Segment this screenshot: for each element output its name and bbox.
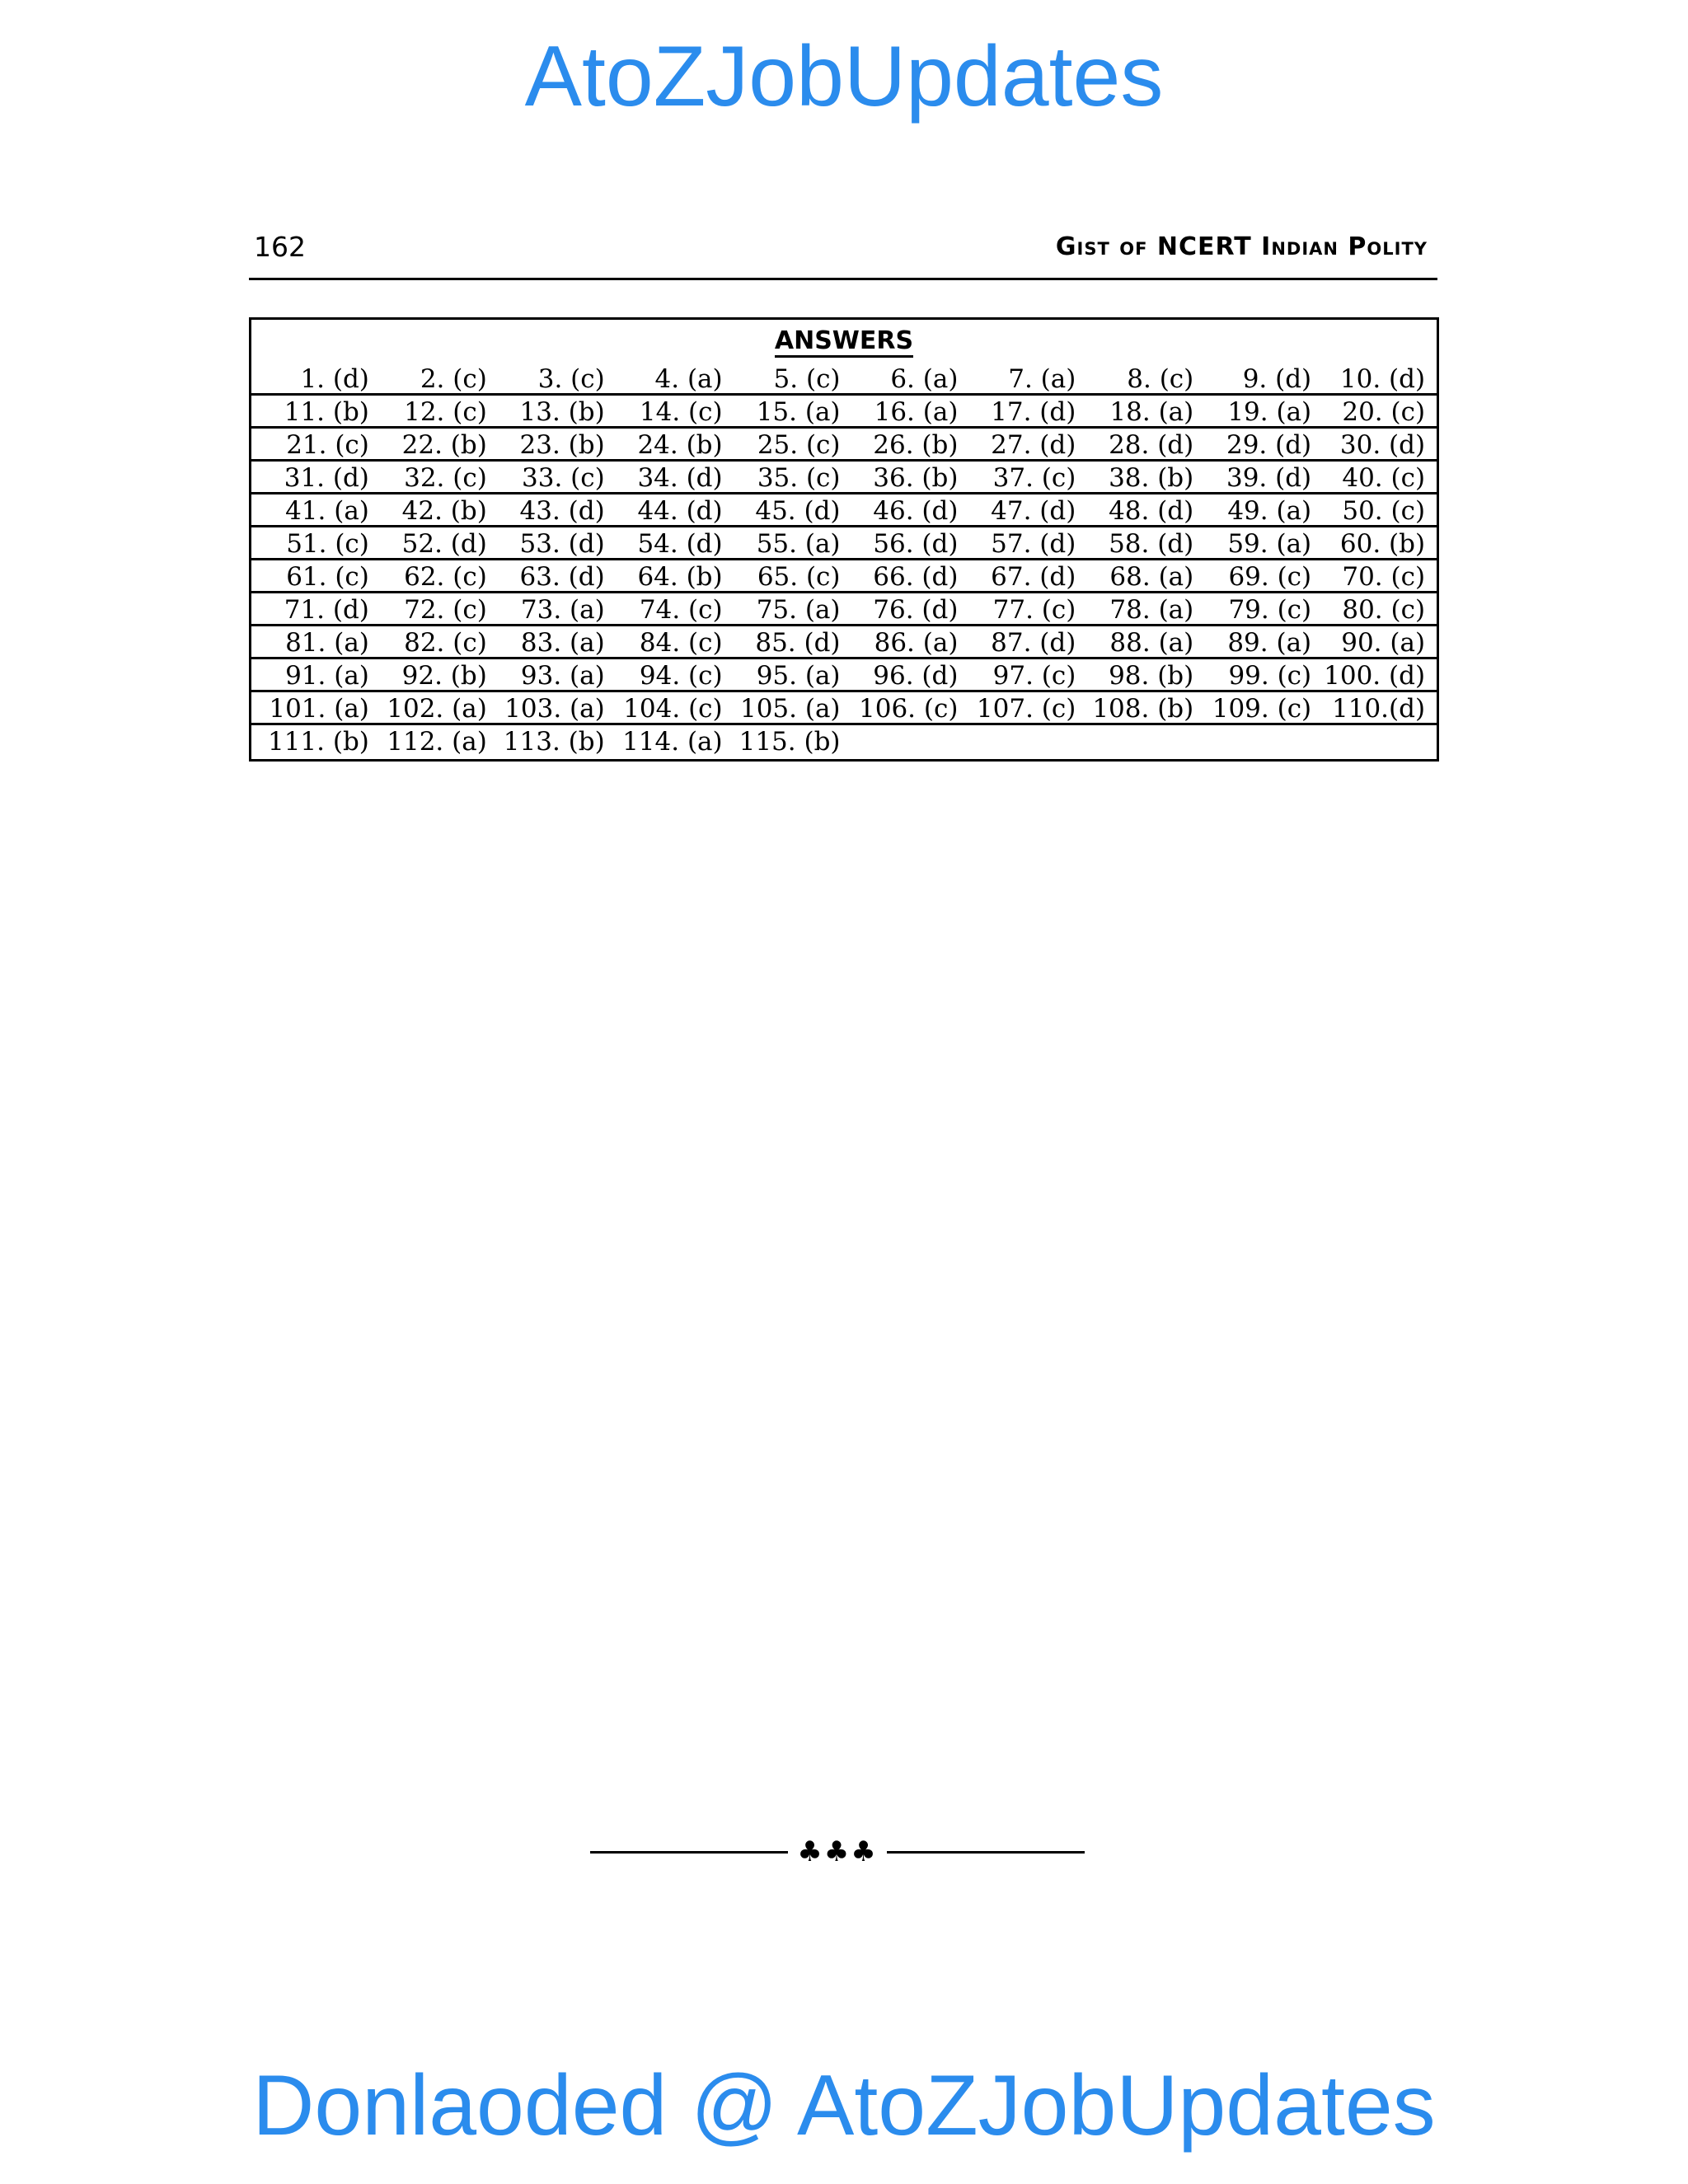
answer-cell: 58. (d): [1109, 529, 1194, 559]
answer-cell: 40. (c): [1342, 463, 1426, 493]
answer-cell: 2. (c): [420, 364, 487, 394]
answer-cell: 4. (a): [654, 364, 723, 394]
answer-cell: 57. (d): [991, 529, 1076, 559]
answer-cell: 79. (c): [1228, 595, 1312, 625]
answer-cell: 74. (c): [639, 595, 723, 625]
answer-cell: 38. (b): [1109, 463, 1194, 493]
answer-cell: 101. (a): [269, 694, 369, 724]
answer-cell: 111. (b): [267, 727, 369, 757]
answer-cell: 35. (c): [757, 463, 841, 493]
answer-cell: 112. (a): [387, 727, 487, 757]
answer-cell: 62. (c): [404, 562, 487, 592]
answer-cell: 18. (a): [1109, 397, 1194, 427]
answer-cell: 28. (d): [1109, 430, 1194, 460]
answer-cell: 100. (d): [1324, 661, 1426, 691]
answer-cell: 103. (a): [504, 694, 605, 724]
answer-cell: 85. (d): [755, 628, 841, 658]
answer-cell: 109. (c): [1212, 694, 1312, 724]
answer-cell: 30. (d): [1339, 430, 1426, 460]
answer-cell: 13. (b): [519, 397, 605, 427]
answer-cell: 16. (a): [874, 397, 959, 427]
answer-cell: 78. (a): [1109, 595, 1194, 625]
answer-cell: 26. (b): [873, 430, 959, 460]
answer-cell: 83. (a): [520, 628, 605, 658]
answer-cell: [958, 725, 1076, 758]
answer-cell: 63. (d): [519, 562, 605, 592]
answer-cell: 104. (c): [623, 694, 723, 724]
answer-cell: 5. (c): [773, 364, 841, 394]
answer-row: [251, 429, 1437, 462]
answer-row: [251, 527, 1437, 560]
answer-cell: 14. (c): [639, 397, 723, 427]
answer-cell: 71. (d): [284, 595, 369, 625]
book-title: Gist of NCERT Indian Polity: [1055, 232, 1428, 261]
answer-cell: 8. (c): [1127, 364, 1194, 394]
answer-cell: 90. (a): [1341, 628, 1426, 658]
answer-row: [251, 692, 1437, 725]
answer-cell: 92. (b): [401, 661, 487, 691]
answer-cell: 21. (c): [286, 430, 369, 460]
answer-cell: 43. (d): [519, 496, 605, 526]
answer-cell: 113. (b): [503, 727, 605, 757]
answer-cell: 51. (c): [286, 529, 369, 559]
running-head: [249, 229, 1437, 269]
answer-cell: 50. (c): [1342, 496, 1426, 526]
answer-cell: 23. (b): [519, 430, 605, 460]
answer-cell: 31. (d): [284, 463, 369, 493]
answer-cell: 68. (a): [1109, 562, 1194, 592]
answer-cell: 7. (a): [1008, 364, 1076, 394]
answer-cell: 12. (c): [404, 397, 487, 427]
answer-row: [251, 462, 1437, 494]
answer-cell: 98. (b): [1109, 661, 1194, 691]
answer-cell: 41. (a): [285, 496, 369, 526]
page-number: 162: [254, 231, 306, 263]
answer-cell: 60. (b): [1339, 529, 1426, 559]
answer-cell: 61. (c): [286, 562, 369, 592]
answer-cell: 67. (d): [991, 562, 1076, 592]
answer-cell: [1193, 725, 1311, 758]
answers-heading: [251, 320, 1437, 363]
answers-heading-text: ANSWERS: [775, 326, 913, 358]
answer-cell: 87. (d): [991, 628, 1076, 658]
answer-cell: 9. (d): [1242, 364, 1312, 394]
answer-cell: 56. (d): [873, 529, 959, 559]
answer-row: [251, 659, 1437, 692]
ornament-right-rule: [887, 1851, 1085, 1854]
answer-cell: 73. (a): [520, 595, 605, 625]
answer-cell: 89. (a): [1227, 628, 1312, 658]
answer-cell: 108. (b): [1092, 694, 1194, 724]
watermark-top: AtoZJobUpdates: [524, 29, 1164, 124]
answers-table: [249, 317, 1439, 762]
answer-row: [251, 725, 1437, 758]
answer-cell: 10. (d): [1339, 364, 1426, 394]
answer-cell: 27. (d): [991, 430, 1076, 460]
answer-cell: 81. (a): [285, 628, 369, 658]
answer-cell: 77. (c): [992, 595, 1076, 625]
answer-row: [251, 560, 1437, 593]
answer-cell: 22. (b): [401, 430, 487, 460]
header-rule: [249, 278, 1437, 280]
answer-cell: 33. (c): [522, 463, 605, 493]
answer-row: [251, 396, 1437, 429]
answer-cell: 99. (c): [1228, 661, 1312, 691]
answer-cell: 95. (a): [756, 661, 841, 691]
answer-cell: 69. (c): [1228, 562, 1312, 592]
answer-cell: 80. (c): [1342, 595, 1426, 625]
answer-cell: 106. (c): [859, 694, 959, 724]
answer-cell: 36. (b): [873, 463, 959, 493]
answer-cell: 6. (a): [890, 364, 959, 394]
answer-cell: 44. (d): [637, 496, 723, 526]
answer-cell: 93. (a): [520, 661, 605, 691]
answer-cell: 66. (d): [873, 562, 959, 592]
answer-cell: [1311, 725, 1437, 758]
answer-cell: 34. (d): [637, 463, 723, 493]
answer-cell: 96. (d): [873, 661, 959, 691]
clubs-icon: ♣♣♣: [797, 1835, 878, 1868]
answer-cell: 46. (d): [873, 496, 959, 526]
answer-cell: 91. (a): [285, 661, 369, 691]
answer-cell: 65. (c): [757, 562, 841, 592]
answer-cell: 75. (a): [756, 595, 841, 625]
answer-cell: 110.(d): [1332, 694, 1426, 724]
answer-row: [251, 626, 1437, 659]
answer-grid: [251, 363, 1437, 758]
answer-cell: 59. (a): [1227, 529, 1312, 559]
answer-cell: 42. (b): [401, 496, 487, 526]
answer-cell: 107. (c): [976, 694, 1076, 724]
answer-cell: 97. (c): [992, 661, 1076, 691]
answer-cell: 72. (c): [404, 595, 487, 625]
watermark-bottom: Donlaoded @ AtoZJobUpdates: [252, 2058, 1436, 2154]
answer-row: [251, 593, 1437, 626]
answer-cell: 82. (c): [404, 628, 487, 658]
answer-cell: 105. (a): [739, 694, 841, 724]
answer-cell: 115. (b): [738, 727, 841, 757]
answer-cell: 3. (c): [537, 364, 605, 394]
answer-cell: 32. (c): [404, 463, 487, 493]
answer-cell: 37. (c): [992, 463, 1076, 493]
answer-cell: 17. (d): [991, 397, 1076, 427]
answer-cell: 49. (a): [1227, 496, 1312, 526]
answer-cell: 39. (d): [1226, 463, 1312, 493]
answer-cell: 114. (a): [622, 727, 723, 757]
answer-cell: 20. (c): [1342, 397, 1426, 427]
answer-cell: 84. (c): [639, 628, 723, 658]
answer-cell: 11. (b): [284, 397, 369, 427]
answer-cell: 55. (a): [756, 529, 841, 559]
answer-cell: 52. (d): [401, 529, 487, 559]
answer-cell: 1. (d): [300, 364, 369, 394]
answer-cell: 86. (a): [874, 628, 959, 658]
answer-cell: 88. (a): [1109, 628, 1194, 658]
answer-cell: 25. (c): [757, 430, 841, 460]
answer-cell: 70. (c): [1342, 562, 1426, 592]
answer-cell: 53. (d): [519, 529, 605, 559]
answer-cell: 102. (a): [387, 694, 487, 724]
answer-row: [251, 494, 1437, 527]
answer-cell: 19. (a): [1227, 397, 1312, 427]
answer-cell: 76. (d): [873, 595, 959, 625]
answer-row: [251, 363, 1437, 396]
answer-cell: 64. (b): [637, 562, 723, 592]
answer-cell: 29. (d): [1226, 430, 1312, 460]
ornament-left-rule: [590, 1851, 788, 1854]
answer-cell: 15. (a): [756, 397, 841, 427]
answer-cell: 94. (c): [639, 661, 723, 691]
answer-cell: 54. (d): [637, 529, 723, 559]
answer-cell: [1076, 725, 1193, 758]
answer-cell: 48. (d): [1109, 496, 1194, 526]
answer-cell: [841, 725, 959, 758]
answer-cell: 24. (b): [637, 430, 723, 460]
answer-cell: 47. (d): [991, 496, 1076, 526]
section-end-ornament: [590, 1835, 1085, 1868]
answer-cell: 45. (d): [755, 496, 841, 526]
